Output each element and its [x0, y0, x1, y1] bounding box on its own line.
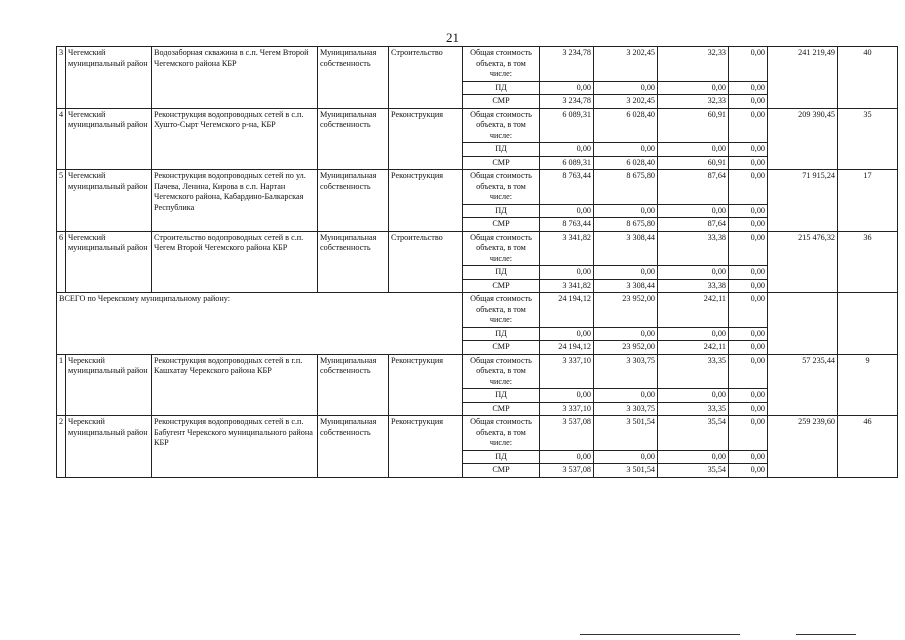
- value-cell: 0,00: [729, 231, 768, 266]
- table-row: [57, 47, 898, 82]
- count-cell: 35: [838, 108, 898, 170]
- value-cell: 0,00: [658, 204, 729, 218]
- value-cell: 0,00: [540, 389, 594, 403]
- cost-label-cell: ПД: [463, 204, 540, 218]
- value-cell: 3 303,75: [594, 402, 658, 416]
- count-cell: [838, 293, 898, 355]
- count-cell: 9: [838, 354, 898, 416]
- value-cell: 32,33: [658, 95, 729, 109]
- ownership-cell: Муниципальная собственность: [318, 108, 389, 170]
- value-cell: 8 675,80: [594, 218, 658, 232]
- value-cell: 35,54: [658, 416, 729, 451]
- footer-line-left: [580, 634, 740, 635]
- row-number: 5: [57, 170, 66, 232]
- total-title: ВСЕГО по Черекскому муниципальному району:: [57, 293, 463, 355]
- value-cell: 0,00: [729, 143, 768, 157]
- value-cell: 0,00: [594, 266, 658, 280]
- value-cell: 242,11: [658, 341, 729, 355]
- value-cell: 23 952,00: [594, 293, 658, 328]
- footer-line-right: [796, 634, 856, 635]
- value-cell: 0,00: [729, 416, 768, 451]
- value-cell: 0,00: [540, 327, 594, 341]
- value-cell: 8 763,44: [540, 218, 594, 232]
- cost-label-cell: СМР: [463, 341, 540, 355]
- value-cell: 0,00: [594, 81, 658, 95]
- value-cell: 0,00: [729, 204, 768, 218]
- cost-label-cell: Общая стоимость объекта, в том числе:: [463, 416, 540, 451]
- district-cell: Чегемский муниципальный район: [66, 47, 152, 109]
- work-type-cell: Строительство: [389, 47, 463, 109]
- value-cell: 0,00: [540, 81, 594, 95]
- value-cell: 60,91: [658, 108, 729, 143]
- financing-table: [56, 46, 898, 478]
- value-cell: 87,64: [658, 170, 729, 205]
- value-cell: 0,00: [729, 464, 768, 478]
- value-cell: 0,00: [658, 389, 729, 403]
- value-cell: 3 202,45: [594, 95, 658, 109]
- value-cell: 35,54: [658, 464, 729, 478]
- table-row: [57, 231, 898, 266]
- value-cell: 3 537,08: [540, 416, 594, 451]
- table-row: [57, 108, 898, 143]
- value-cell: 0,00: [729, 95, 768, 109]
- row-number: 4: [57, 108, 66, 170]
- table-row: [57, 354, 898, 389]
- value-cell: 33,38: [658, 231, 729, 266]
- object-cell: Реконструкция водопроводных сетей по ул. Пачева, Ленина, Кирова в с.п. Нартан Чегемского района, Кабардино-Балкарская Республика: [152, 170, 318, 232]
- cost-label-cell: СМР: [463, 218, 540, 232]
- amount-cell: 71 915,24: [768, 170, 838, 232]
- value-cell: 0,00: [729, 279, 768, 293]
- value-cell: 0,00: [729, 354, 768, 389]
- value-cell: 23 952,00: [594, 341, 658, 355]
- cost-label-cell: ПД: [463, 143, 540, 157]
- value-cell: 0,00: [658, 327, 729, 341]
- table-row: [57, 170, 898, 205]
- count-cell: 40: [838, 47, 898, 109]
- cost-label-cell: Общая стоимость объекта, в том числе:: [463, 108, 540, 143]
- value-cell: 0,00: [729, 327, 768, 341]
- cost-label-cell: ПД: [463, 81, 540, 95]
- value-cell: 6 089,31: [540, 156, 594, 170]
- value-cell: 33,35: [658, 354, 729, 389]
- value-cell: 0,00: [729, 218, 768, 232]
- row-number: 6: [57, 231, 66, 293]
- value-cell: 0,00: [540, 204, 594, 218]
- value-cell: 0,00: [594, 143, 658, 157]
- cost-label-cell: СМР: [463, 402, 540, 416]
- object-cell: Водозаборная скважина в с.п. Чегем Второй Чегемского района КБР: [152, 47, 318, 109]
- value-cell: 0,00: [729, 266, 768, 280]
- work-type-cell: Строительство: [389, 231, 463, 293]
- object-cell: Реконструкция водопроводных сетей в г.п. Кашхатау Черекского района КБР: [152, 354, 318, 416]
- ownership-cell: Муниципальная собственность: [318, 231, 389, 293]
- district-cell: Черекский муниципальный район: [66, 354, 152, 416]
- value-cell: 6 028,40: [594, 156, 658, 170]
- value-cell: 3 501,54: [594, 416, 658, 451]
- value-cell: 32,33: [658, 47, 729, 82]
- cost-label-cell: ПД: [463, 450, 540, 464]
- district-cell: Чегемский муниципальный район: [66, 231, 152, 293]
- value-cell: 24 194,12: [540, 341, 594, 355]
- value-cell: 0,00: [729, 156, 768, 170]
- table-row: [57, 416, 898, 451]
- cost-label-cell: СМР: [463, 464, 540, 478]
- amount-cell: 209 390,45: [768, 108, 838, 170]
- value-cell: 242,11: [658, 293, 729, 328]
- work-type-cell: Реконструкция: [389, 170, 463, 232]
- cost-label-cell: Общая стоимость объекта, в том числе:: [463, 293, 540, 328]
- count-cell: 36: [838, 231, 898, 293]
- work-type-cell: Реконструкция: [389, 416, 463, 478]
- value-cell: 0,00: [729, 293, 768, 328]
- value-cell: 0,00: [729, 402, 768, 416]
- cost-label-cell: Общая стоимость объекта, в том числе:: [463, 354, 540, 389]
- value-cell: 3 337,10: [540, 402, 594, 416]
- value-cell: 6 089,31: [540, 108, 594, 143]
- value-cell: 0,00: [594, 450, 658, 464]
- row-number: 3: [57, 47, 66, 109]
- cost-label-cell: Общая стоимость объекта, в том числе:: [463, 47, 540, 82]
- value-cell: 24 194,12: [540, 293, 594, 328]
- cost-label-cell: Общая стоимость объекта, в том числе:: [463, 170, 540, 205]
- value-cell: 3 341,82: [540, 231, 594, 266]
- district-cell: Черекский муниципальный район: [66, 416, 152, 478]
- value-cell: 0,00: [658, 143, 729, 157]
- cost-label-cell: ПД: [463, 266, 540, 280]
- cost-label-cell: СМР: [463, 95, 540, 109]
- total-row: [57, 293, 898, 328]
- ownership-cell: Муниципальная собственность: [318, 170, 389, 232]
- value-cell: 0,00: [729, 450, 768, 464]
- count-cell: 46: [838, 416, 898, 478]
- value-cell: 3 501,54: [594, 464, 658, 478]
- value-cell: 0,00: [594, 204, 658, 218]
- value-cell: 87,64: [658, 218, 729, 232]
- value-cell: 3 537,08: [540, 464, 594, 478]
- value-cell: 3 308,44: [594, 279, 658, 293]
- amount-cell: [768, 293, 838, 355]
- amount-cell: 259 239,60: [768, 416, 838, 478]
- value-cell: 3 308,44: [594, 231, 658, 266]
- value-cell: 3 337,10: [540, 354, 594, 389]
- cost-label-cell: ПД: [463, 389, 540, 403]
- count-cell: 17: [838, 170, 898, 232]
- value-cell: 0,00: [658, 81, 729, 95]
- page-number: 21: [446, 30, 459, 45]
- value-cell: 0,00: [658, 450, 729, 464]
- value-cell: 3 303,75: [594, 354, 658, 389]
- value-cell: 33,38: [658, 279, 729, 293]
- value-cell: 0,00: [729, 81, 768, 95]
- district-cell: Чегемский муниципальный район: [66, 108, 152, 170]
- value-cell: 0,00: [729, 170, 768, 205]
- cost-label-cell: СМР: [463, 156, 540, 170]
- value-cell: 0,00: [594, 327, 658, 341]
- object-cell: Реконструкция водопроводных сетей в с.п. Бабугент Черекского муниципального района КБР: [152, 416, 318, 478]
- object-cell: Строительство водопроводных сетей в с.п. Чегем Второй Чегемского района КБР: [152, 231, 318, 293]
- work-type-cell: Реконструкция: [389, 108, 463, 170]
- amount-cell: 57 235,44: [768, 354, 838, 416]
- value-cell: 0,00: [540, 143, 594, 157]
- object-cell: Реконструкция водопроводных сетей в с.п. Хушто-Сырт Чегемского р-на, КБР: [152, 108, 318, 170]
- value-cell: 0,00: [729, 341, 768, 355]
- value-cell: 0,00: [594, 389, 658, 403]
- value-cell: 8 763,44: [540, 170, 594, 205]
- value-cell: 0,00: [729, 108, 768, 143]
- value-cell: 3 234,78: [540, 95, 594, 109]
- district-cell: Чегемский муниципальный район: [66, 170, 152, 232]
- cost-label-cell: ПД: [463, 327, 540, 341]
- amount-cell: 215 476,32: [768, 231, 838, 293]
- value-cell: 60,91: [658, 156, 729, 170]
- value-cell: 0,00: [540, 266, 594, 280]
- value-cell: 0,00: [729, 47, 768, 82]
- value-cell: 33,35: [658, 402, 729, 416]
- value-cell: 3 234,78: [540, 47, 594, 82]
- ownership-cell: Муниципальная собственность: [318, 47, 389, 109]
- cost-label-cell: Общая стоимость объекта, в том числе:: [463, 231, 540, 266]
- row-number: 1: [57, 354, 66, 416]
- row-number: 2: [57, 416, 66, 478]
- ownership-cell: Муниципальная собственность: [318, 416, 389, 478]
- amount-cell: 241 219,49: [768, 47, 838, 109]
- work-type-cell: Реконструкция: [389, 354, 463, 416]
- ownership-cell: Муниципальная собственность: [318, 354, 389, 416]
- value-cell: 3 202,45: [594, 47, 658, 82]
- value-cell: 8 675,80: [594, 170, 658, 205]
- value-cell: 3 341,82: [540, 279, 594, 293]
- value-cell: 0,00: [729, 389, 768, 403]
- cost-label-cell: СМР: [463, 279, 540, 293]
- value-cell: 0,00: [658, 266, 729, 280]
- value-cell: 0,00: [540, 450, 594, 464]
- value-cell: 6 028,40: [594, 108, 658, 143]
